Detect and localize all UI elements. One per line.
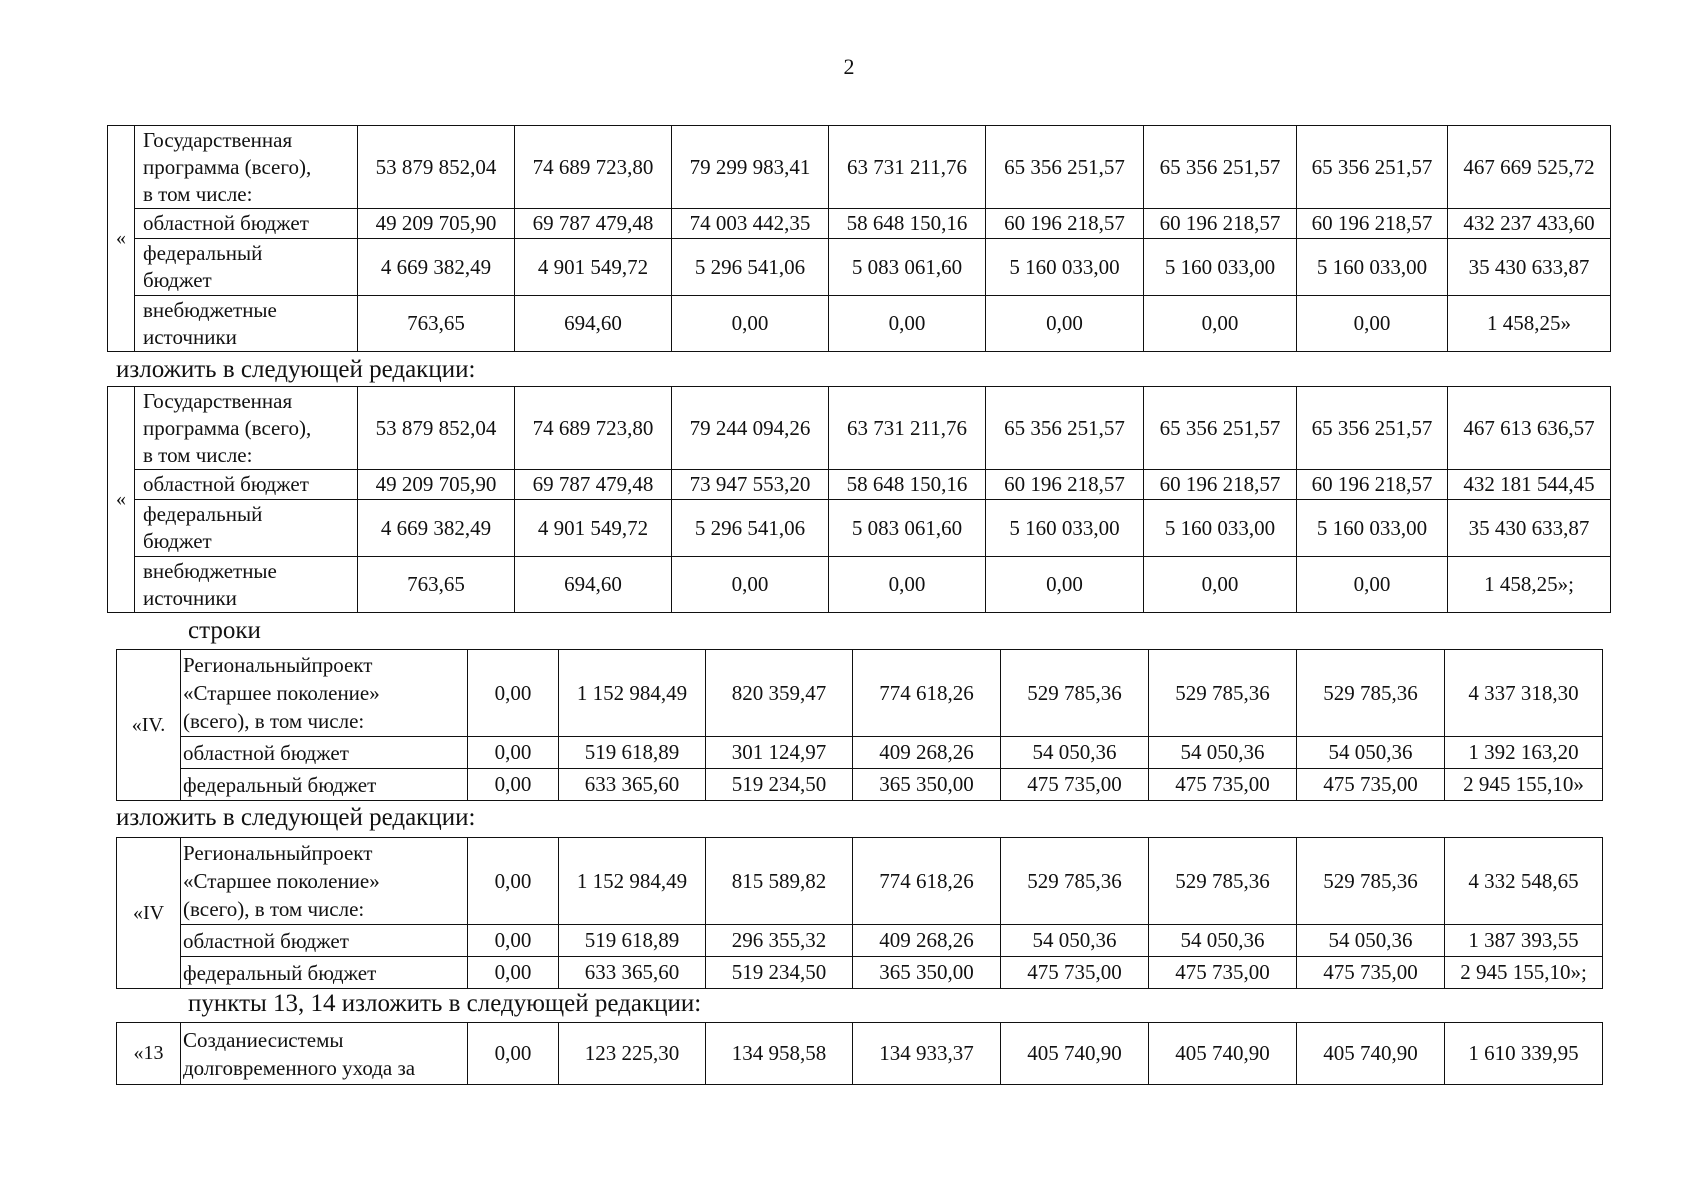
row-number: «13 [117, 1023, 181, 1085]
cell: 1 392 163,20 [1445, 737, 1603, 769]
cell: 296 355,32 [706, 925, 853, 957]
cell: 0,00 [986, 557, 1144, 613]
row-label: внебюджетные источники [135, 557, 358, 613]
cell: 1 152 984,49 [559, 838, 706, 925]
cell: 69 787 479,48 [515, 209, 672, 239]
cell: 123 225,30 [559, 1023, 706, 1085]
cell: 58 648 150,16 [829, 470, 986, 500]
cell: 1 610 339,95 [1445, 1023, 1603, 1085]
cell: 54 050,36 [1149, 737, 1297, 769]
cell: 54 050,36 [1001, 737, 1149, 769]
row-label: Государственная программа (всего), в том числе: [135, 126, 358, 209]
cell: 4 332 548,65 [1445, 838, 1603, 925]
cell: 65 356 251,57 [986, 387, 1144, 470]
row-number: «IV. [117, 650, 181, 801]
row-label: внебюджетные источники [135, 296, 358, 352]
cell: 5 160 033,00 [1144, 500, 1297, 557]
row-label: областной бюджет [181, 925, 468, 957]
cell: 53 879 852,04 [358, 126, 515, 209]
cell: 5 160 033,00 [1297, 239, 1448, 296]
row-label: федеральный бюджет [181, 957, 468, 989]
cell: 519 618,89 [559, 925, 706, 957]
table-row [117, 925, 1603, 957]
cell: 5 160 033,00 [1144, 239, 1297, 296]
cell: 529 785,36 [1001, 650, 1149, 737]
cell: 1 458,25»; [1448, 557, 1611, 613]
cell: 65 356 251,57 [1144, 126, 1297, 209]
cell: 74 003 442,35 [672, 209, 829, 239]
cell: 519 618,89 [559, 737, 706, 769]
cell: 694,60 [515, 557, 672, 613]
cell: 49 209 705,90 [358, 209, 515, 239]
cell: 5 296 541,06 [672, 500, 829, 557]
row-label: Созданиесистемы долговременного ухода за [181, 1023, 468, 1085]
cell: 35 430 633,87 [1448, 239, 1611, 296]
table-row [108, 557, 1611, 613]
cell: 475 735,00 [1149, 769, 1297, 801]
cell: 5 160 033,00 [986, 239, 1144, 296]
cell: 633 365,60 [559, 769, 706, 801]
cell: 763,65 [358, 557, 515, 613]
cell: 60 196 218,57 [1144, 209, 1297, 239]
cell: 0,00 [1297, 296, 1448, 352]
cell: 65 356 251,57 [986, 126, 1144, 209]
table-regional-old [116, 649, 1603, 801]
cell: 529 785,36 [1149, 838, 1297, 925]
cell: 529 785,36 [1149, 650, 1297, 737]
cell: 301 124,97 [706, 737, 853, 769]
table-row [108, 209, 1611, 239]
paragraph-edit-2: изложить в следующей редакции: [116, 804, 476, 831]
cell: 529 785,36 [1297, 838, 1445, 925]
cell: 54 050,36 [1297, 925, 1445, 957]
paragraph-items: пункты 13, 14 изложить в следующей редакции: [188, 990, 702, 1017]
cell: 0,00 [468, 737, 559, 769]
cell: 65 356 251,57 [1297, 387, 1448, 470]
cell: 774 618,26 [853, 650, 1001, 737]
cell: 0,00 [1297, 557, 1448, 613]
table-row [108, 500, 1611, 557]
cell: 0,00 [468, 838, 559, 925]
cell: 4 901 549,72 [515, 500, 672, 557]
cell: 4 901 549,72 [515, 239, 672, 296]
cell: 0,00 [672, 557, 829, 613]
cell: 79 244 094,26 [672, 387, 829, 470]
page-number: 2 [843, 54, 855, 79]
table-row [117, 650, 1603, 737]
cell: 0,00 [1144, 557, 1297, 613]
cell: 5 160 033,00 [1297, 500, 1448, 557]
cell: 134 958,58 [706, 1023, 853, 1085]
table-row [108, 239, 1611, 296]
open-quote: « [108, 126, 135, 352]
cell: 2 945 155,10»; [1445, 957, 1603, 989]
cell: 475 735,00 [1001, 769, 1149, 801]
cell: 49 209 705,90 [358, 470, 515, 500]
table-row [117, 957, 1603, 989]
cell: 409 268,26 [853, 737, 1001, 769]
cell: 0,00 [986, 296, 1144, 352]
cell: 58 648 150,16 [829, 209, 986, 239]
cell: 0,00 [468, 650, 559, 737]
cell: 405 740,90 [1149, 1023, 1297, 1085]
cell: 54 050,36 [1149, 925, 1297, 957]
table-regional-new [116, 837, 1603, 989]
cell: 5 160 033,00 [986, 500, 1144, 557]
cell: 475 735,00 [1149, 957, 1297, 989]
cell: 405 740,90 [1297, 1023, 1445, 1085]
cell: 4 669 382,49 [358, 500, 515, 557]
row-label: федеральный бюджет [181, 769, 468, 801]
row-label: Государственная программа (всего), в том числе: [135, 387, 358, 470]
cell: 74 689 723,80 [515, 126, 672, 209]
cell: 519 234,50 [706, 957, 853, 989]
cell: 2 945 155,10» [1445, 769, 1603, 801]
table-program-new [107, 386, 1611, 613]
table-program-old [107, 125, 1611, 352]
cell: 529 785,36 [1001, 838, 1149, 925]
cell: 633 365,60 [559, 957, 706, 989]
cell: 432 181 544,45 [1448, 470, 1611, 500]
cell: 815 589,82 [706, 838, 853, 925]
cell: 0,00 [468, 925, 559, 957]
cell: 0,00 [672, 296, 829, 352]
open-quote: « [108, 387, 135, 613]
cell: 694,60 [515, 296, 672, 352]
paragraph-edit-1: изложить в следующей редакции: [116, 356, 476, 383]
cell: 4 669 382,49 [358, 239, 515, 296]
cell: 467 669 525,72 [1448, 126, 1611, 209]
cell: 365 350,00 [853, 769, 1001, 801]
row-label: областной бюджет [181, 737, 468, 769]
cell: 4 337 318,30 [1445, 650, 1603, 737]
cell: 69 787 479,48 [515, 470, 672, 500]
table-row [117, 1023, 1603, 1085]
cell: 1 458,25» [1448, 296, 1611, 352]
table-row [117, 838, 1603, 925]
cell: 467 613 636,57 [1448, 387, 1611, 470]
cell: 65 356 251,57 [1297, 126, 1448, 209]
cell: 60 196 218,57 [986, 209, 1144, 239]
table-row [108, 387, 1611, 470]
table-row [117, 737, 1603, 769]
cell: 73 947 553,20 [672, 470, 829, 500]
row-label: областной бюджет [135, 209, 358, 239]
cell: 0,00 [468, 1023, 559, 1085]
cell: 820 359,47 [706, 650, 853, 737]
cell: 409 268,26 [853, 925, 1001, 957]
cell: 1 152 984,49 [559, 650, 706, 737]
table-row [108, 470, 1611, 500]
cell: 5 083 061,60 [829, 239, 986, 296]
row-label: федеральный бюджет [135, 500, 358, 557]
cell: 475 735,00 [1297, 957, 1445, 989]
cell: 0,00 [829, 557, 986, 613]
table-row [108, 126, 1611, 209]
cell: 60 196 218,57 [986, 470, 1144, 500]
cell: 763,65 [358, 296, 515, 352]
cell: 365 350,00 [853, 957, 1001, 989]
cell: 475 735,00 [1297, 769, 1445, 801]
cell: 774 618,26 [853, 838, 1001, 925]
cell: 475 735,00 [1001, 957, 1149, 989]
cell: 60 196 218,57 [1297, 470, 1448, 500]
cell: 432 237 433,60 [1448, 209, 1611, 239]
cell: 79 299 983,41 [672, 126, 829, 209]
cell: 519 234,50 [706, 769, 853, 801]
cell: 0,00 [1144, 296, 1297, 352]
cell: 60 196 218,57 [1297, 209, 1448, 239]
cell: 0,00 [468, 769, 559, 801]
cell: 60 196 218,57 [1144, 470, 1297, 500]
cell: 134 933,37 [853, 1023, 1001, 1085]
cell: 63 731 211,76 [829, 387, 986, 470]
cell: 5 083 061,60 [829, 500, 986, 557]
cell: 0,00 [829, 296, 986, 352]
row-label: Региональныйпроект «Старшее поколение» (всего), в том числе: [181, 650, 468, 737]
cell: 74 689 723,80 [515, 387, 672, 470]
cell: 53 879 852,04 [358, 387, 515, 470]
cell: 35 430 633,87 [1448, 500, 1611, 557]
cell: 1 387 393,55 [1445, 925, 1603, 957]
cell: 405 740,90 [1001, 1023, 1149, 1085]
table-row [108, 296, 1611, 352]
cell: 63 731 211,76 [829, 126, 986, 209]
cell: 0,00 [468, 957, 559, 989]
row-label: Региональныйпроект «Старшее поколение» (всего), в том числе: [181, 838, 468, 925]
cell: 54 050,36 [1001, 925, 1149, 957]
cell: 529 785,36 [1297, 650, 1445, 737]
paragraph-rows: строки [188, 617, 261, 644]
cell: 54 050,36 [1297, 737, 1445, 769]
cell: 5 296 541,06 [672, 239, 829, 296]
table-item-13 [116, 1022, 1603, 1085]
row-label: областной бюджет [135, 470, 358, 500]
cell: 65 356 251,57 [1144, 387, 1297, 470]
row-label: федеральный бюджет [135, 239, 358, 296]
row-number: «IV [117, 838, 181, 989]
table-row [117, 769, 1603, 801]
